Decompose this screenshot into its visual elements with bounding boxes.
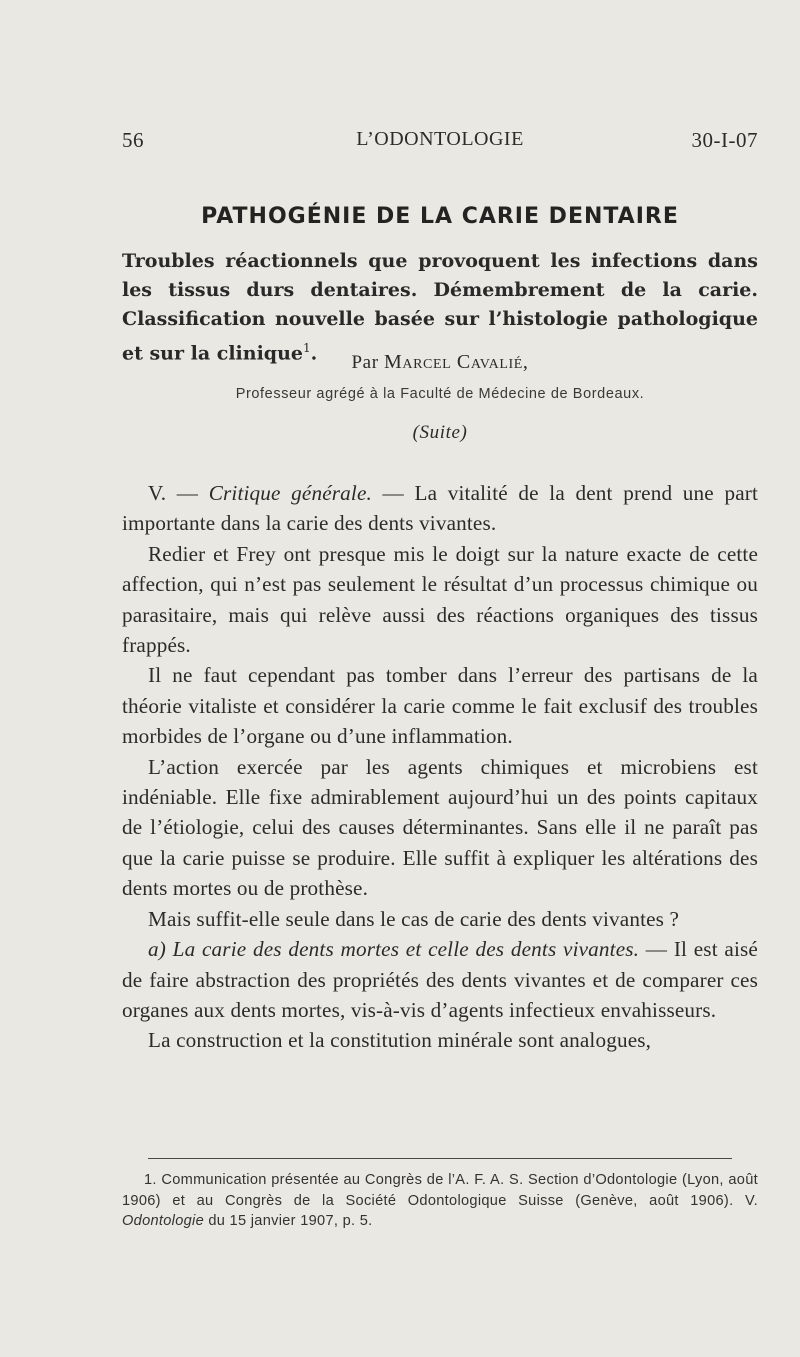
author-affiliation: Professeur agrégé à la Faculté de Médecine de Bordeaux. [235,386,645,402]
article-body [122,478,758,1056]
journal-name: L’ODONTOLOGIE [356,128,524,150]
paragraph: Il ne faut cependant pas tomber dans l’erreur des partisans de la théorie vitaliste et considérer la carie comme le fait exclusif des troubles morbides de l’organe ou d’une inflammation. [122,663,758,749]
paragraph: L’action exercée par les agents chimiques et microbiens est indéniable. Elle fixe admirablement aujourd’hui un des points capitaux de l’étiologie, celui des causes déterminantes. Sans elle il ne paraît pas que la carie puisse se produire. Elle suffit à expliquer les altérations des dents mortes ou de prothèse. [122,754,758,901]
footnote-tail: du 15 janvier 1907, p. 5. [204,1213,373,1229]
issue-date: 30-I-07 [691,128,758,152]
page-number: 56 [122,128,144,152]
running-head [122,128,758,158]
paragraph [122,934,758,1025]
paragraph [122,478,758,539]
paragraph: La construction et la constitution minérale sont analogues, [148,1028,652,1053]
author-name: Marcel Cavalié, [384,351,529,373]
subtitle-text: Troubles réactionnels que provoquent les infections dans les tissus durs dentaires. Démembrement de la carie. Classification nouvelle basée sur l’histologie pathologique et sur la clinique [122,250,758,365]
footnote-divider [148,1158,732,1159]
subsection-heading: La carie des dents mortes et celle des dents vivantes. [172,937,640,962]
section-heading: Critique générale. [208,481,372,505]
paragraph: Redier et Frey ont presque mis le doigt sur la nature exacte de cette affection, qui n’est pas seulement le résultat d’un processus chimique ou parasitaire, mais qui relève aussi des réactions organiques des tissus frappés. [122,541,758,658]
article-title: PATHOGÉNIE DE LA CARIE DENTAIRE [201,204,679,229]
paragraph-text: — La vitalité de la dent prend une part importante dans la carie des dents vivantes. [122,481,758,536]
paragraph-text: — Il est aisé de faire abstraction des propriétés des dents vivantes et de comparer ces organes aux dents mortes, vis-à-vis d’agents infectieux envahisseurs. [122,937,758,1022]
subsection-letter: a) [148,937,173,962]
section-number: V. — [148,481,209,505]
footnote-text [122,1170,758,1232]
continuation-note: (Suite) [412,422,468,443]
footnote-journal-ref: Odontologie [122,1213,205,1229]
author-line [122,351,758,374]
author-prefix: Par [351,352,379,373]
footnote-reference: 1 [302,341,311,355]
footnote-body: 1. Communication présentée au Congrès de l’A. F. A. S. Section d’Odontologie (Lyon, août 1906) et au Congrès de la Société Odontologique Suisse (Genève, août 1906). V. [122,1172,758,1209]
article-subtitle: Troubles réactionnels que provoquent les infections dans les tissus durs dentaires. Démembrement de la carie. Classification nouvelle basée sur l’histologie pathologique et sur la clinique$^1$. [122,250,758,365]
footnote [122,1170,758,1232]
paragraph: Mais suffit-elle seule dans le cas de carie des dents vivantes ? [148,906,680,931]
